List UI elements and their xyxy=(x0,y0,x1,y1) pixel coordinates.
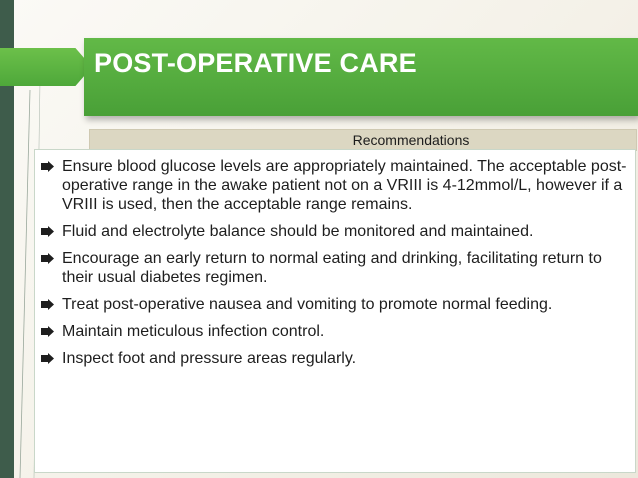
arrow-bullet-icon xyxy=(41,353,54,364)
bullet-text: Encourage an early return to normal eating and drinking, facilitating return to their usual diabetes regimen. xyxy=(62,250,602,286)
subtitle-box xyxy=(89,129,637,151)
bullet-text: Treat post-operative nausea and vomiting to promote normal feeding. xyxy=(62,296,553,313)
arrow-bullet-icon xyxy=(41,299,54,310)
arrow-bullet-icon xyxy=(41,326,54,337)
arrow-bullet-icon xyxy=(41,226,54,237)
arrow-bullet-icon xyxy=(41,161,54,172)
content-box xyxy=(34,149,636,473)
arrow-bullet-icon xyxy=(41,253,54,264)
left-arrow-accent xyxy=(0,48,92,86)
list-item xyxy=(35,222,631,241)
slide-title: POST-OPERATIVE CARE xyxy=(94,48,417,78)
list-item xyxy=(35,157,631,214)
bullet-text: Inspect foot and pressure areas regularly. xyxy=(62,350,357,367)
list-item xyxy=(35,249,631,287)
list-item xyxy=(35,295,631,314)
list-item xyxy=(35,322,631,341)
bullet-text: Maintain meticulous infection control. xyxy=(62,323,325,340)
list-item xyxy=(35,349,631,368)
slide-subtitle: Recommendations xyxy=(352,132,470,148)
title-banner xyxy=(84,38,638,116)
bullet-list xyxy=(35,150,635,368)
bullet-text: Ensure blood glucose levels are appropriately maintained. The acceptable post-operative range in the awake patient not on a VRIII is 4-12mmol/L, however if a VRIII is used, then the acceptable range remains. xyxy=(62,158,627,213)
bullet-text: Fluid and electrolyte balance should be monitored and maintained. xyxy=(62,223,534,240)
